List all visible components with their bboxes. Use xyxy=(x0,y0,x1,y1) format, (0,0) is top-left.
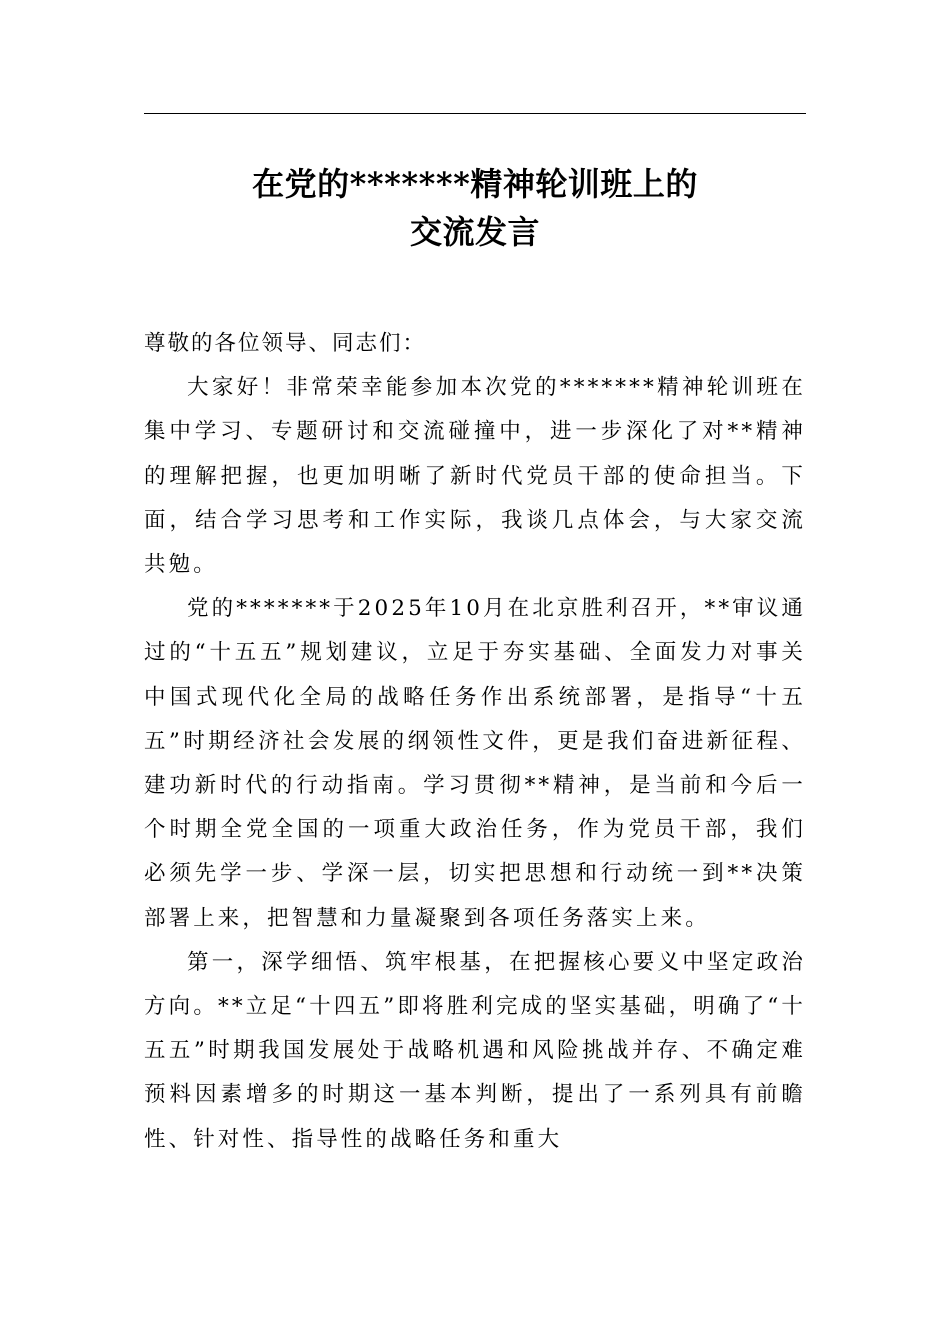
salutation: 尊敬的各位领导、同志们： xyxy=(144,331,427,356)
paragraph-3: 第一，深学细悟、筑牢根基，在把握核心要义中坚定政治方向。**立足“十四五”即将胜利完成的坚实基础，明确了“十五五”时期我国发展处于战略机遇和风险挑战并存、不确定难预料因素增多的时期这一基本判断，提出了一系列具有前瞻性、针对性、指导性的战略任务和重大 xyxy=(144,949,806,1152)
document-body xyxy=(144,322,806,1162)
title-line-1: 在党的*******精神轮训班上的 xyxy=(252,165,698,203)
title-line-2: 交流发言 xyxy=(409,213,540,251)
header-rule xyxy=(144,113,806,114)
paragraph-1: 大家好！非常荣幸能参加本次党的*******精神轮训班在集中学习、专题研讨和交流碰撞中，进一步深化了对**精神的理解把握，也更加明晰了新时代党员干部的使命担当。下面，结合学习思考和工作实际，我谈几点体会，与大家交流共勉。 xyxy=(144,375,806,578)
document-title xyxy=(144,160,806,256)
paragraph-2: 党的*******于2025年10月在北京胜利召开，**审议通过的“十五五”规划建议，立足于夯实基础、全面发力对事关中国式现代化全局的战略任务作出系统部署，是指导“十五五”时期经济社会发展的纲领性文件，更是我们奋进新征程、建功新时代的行动指南。学习贯彻**精神，是当前和今后一个时期全党全国的一项重大政治任务，作为党员干部，我们必须先学一步、学深一层，切实把思想和行动统一到**决策部署上来，把智慧和力量凝聚到各项任务落实上来。 xyxy=(144,596,806,931)
